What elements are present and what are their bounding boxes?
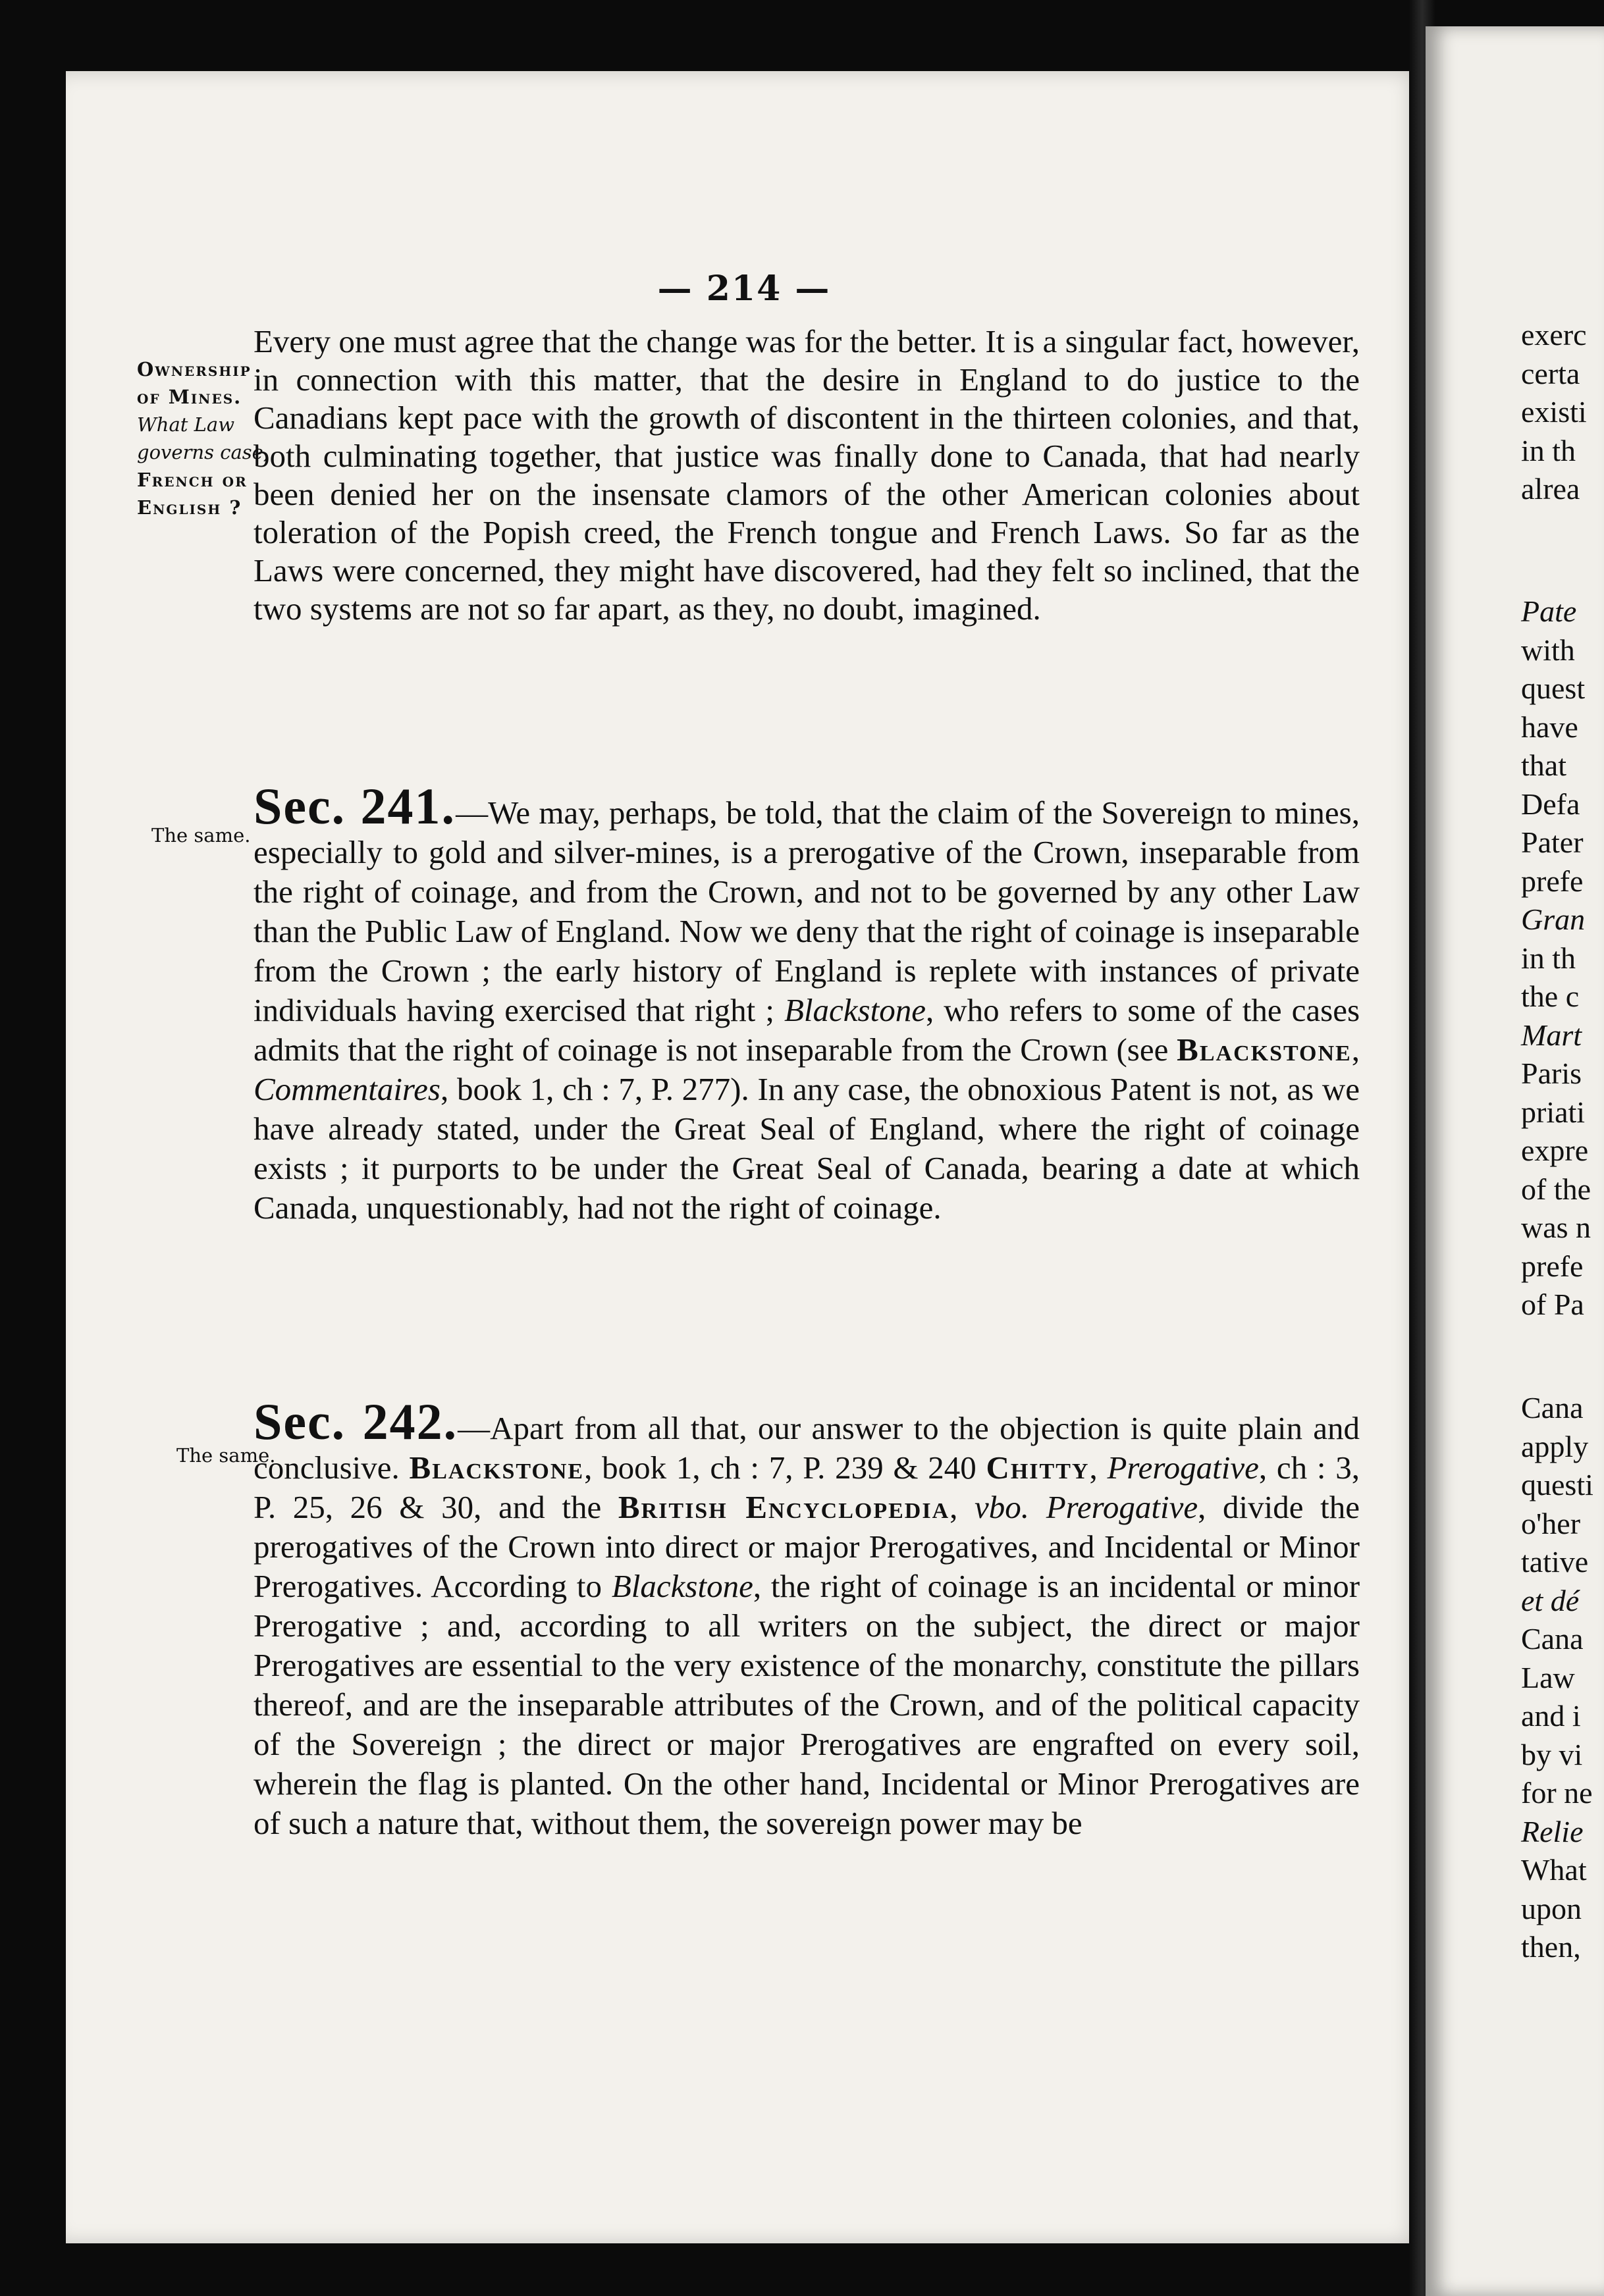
section-242-heading: Sec. 242.	[254, 1393, 458, 1450]
blackstone-italic: Blackstone	[611, 1568, 753, 1604]
right-page-line: What	[1521, 1853, 1587, 1887]
right-page-line: questi	[1521, 1468, 1593, 1501]
right-page-line: Paris	[1521, 1057, 1582, 1090]
sidenote-line: governs case,	[137, 441, 270, 463]
right-page-line: upon	[1521, 1891, 1582, 1925]
blackstone-italic: Blackstone	[784, 992, 926, 1028]
right-page-line: exerc	[1521, 318, 1587, 352]
chitty-smallcaps: Chitty	[986, 1449, 1090, 1486]
sidenote-ownership	[137, 355, 269, 521]
right-page-line: tative	[1521, 1545, 1589, 1578]
right-page-line: in th	[1521, 433, 1576, 467]
sidenote-same-241: The same.	[151, 824, 251, 847]
text-run: ,	[1351, 1031, 1360, 1068]
text-run: , divide the prerogatives of the Crown into direct or major Prerogatives, and Incidental or Minor Prerogatives. According to	[254, 1489, 1360, 1604]
right-page-line: Gran	[1521, 902, 1586, 936]
right-page-line: Pate	[1521, 594, 1577, 628]
right-page-line: of the	[1521, 1172, 1591, 1206]
paragraph-text: Every one must agree that the change was for the better. It is a singular fact, however, in connection with this matter, that the desire in England to do justice to the Canadians kept pace with the growth of discontent in the thirteen colonies, and that, both culminating together, that justice was finally done to Canada, that had nearly been denied her on the insensate clamors of the other American colonies about toleration of the Popish creed, the French tongue and French Laws. So far as the Laws were concerned, they might have discovered, had they felt so inclined, that the two systems are not so far apart, as they, no doubt, imagined.	[254, 323, 1360, 627]
sidenote-line: What Law	[137, 413, 235, 436]
blackstone-smallcaps: Blackstone	[1177, 1031, 1352, 1068]
section-242-text	[254, 1393, 1360, 1843]
right-page-line: Pater	[1521, 825, 1584, 859]
text-run: , ch : 3, P. 25, 26 & 30, and the	[254, 1449, 1360, 1525]
right-page-line: alrea	[1521, 472, 1580, 506]
right-page-line: in th	[1521, 941, 1576, 975]
british-encyclopedia-smallcaps: British Encyclopedia	[618, 1489, 950, 1525]
section-241-text	[254, 777, 1360, 1228]
right-page-line: priati	[1521, 1095, 1586, 1129]
text-run: , who refers to some of the cases admits that the right of coinage is not inseparable from the Crown (see	[254, 992, 1360, 1068]
right-page-line: Cana	[1521, 1391, 1584, 1424]
right-page-line: Law	[1521, 1660, 1575, 1694]
vbo-prerogative-italic: vbo. Prerogative	[975, 1489, 1198, 1525]
text-run: , the right of coinage is an incidental or minor Prerogative ; and, according to all writers on the subject, the direct or major Prerogatives are essential to the very existence of the monarchy, constitute the pillars thereof, and are the inseparable attributes of the Crown, and of the political capacity of the Sovereign ; the direct or major Prerogatives are engrafted on every soil, wherein the flag is planted. On the other hand, Incidental or Minor Prerogatives are of such a nature that, without them, the sovereign power may be	[254, 1568, 1360, 1841]
sidenote-line: Ownership	[137, 358, 252, 380]
right-page-line: o'her	[1521, 1506, 1581, 1540]
right-page-line: for ne	[1521, 1776, 1593, 1810]
right-page-line: quest	[1521, 671, 1586, 705]
sidenote-line: English ?	[137, 496, 242, 519]
text-run: —We may, perhaps, be told, that the claim of the Sovereign to mines, especially to gold and silver-mines, is a prerogative of the Crown, inseparable from the right of coinage, and from the Crown, and not to be governed by any other Law than the Public Law of England. Now we deny that the right of coinage is inseparable from the Crown ; the early history of England is replete with instances of private individuals having exercised that right ;	[254, 795, 1360, 1028]
right-page-line: expre	[1521, 1134, 1589, 1167]
section-241	[254, 777, 1360, 1228]
right-page-line: of Pa	[1521, 1288, 1584, 1321]
page-number: — 214 —	[657, 269, 831, 309]
right-page-line: Defa	[1521, 787, 1580, 821]
sidenote-line: of Mines.	[137, 386, 242, 408]
text-run: , book 1, ch : 7, P. 277). In any case, the obnoxious Patent is not, as we have already stated, under the Great Seal of England, where the right of coinage exists ; it purports to be under the Great Seal of Canada, bearing a date at which Canada, unquestionably, had not the right of coinage.	[254, 1071, 1360, 1226]
right-page-line: apply	[1521, 1429, 1589, 1463]
right-page-line: that	[1521, 748, 1566, 782]
right-page-line: prefe	[1521, 1249, 1584, 1283]
right-page-line: Mart	[1521, 1018, 1582, 1052]
text-run: ,	[1089, 1449, 1108, 1486]
right-page-line: prefe	[1521, 864, 1584, 898]
right-page-line: certa	[1521, 356, 1580, 390]
paragraph-opening	[254, 323, 1360, 628]
sidenote-same-242: The same.	[176, 1444, 276, 1467]
prerogative-italic: Prerogative	[1107, 1449, 1259, 1486]
right-page-line: and i	[1521, 1699, 1581, 1733]
blackstone-smallcaps: Blackstone	[409, 1449, 585, 1486]
section-242	[254, 1393, 1360, 1843]
right-page-line: with	[1521, 633, 1575, 667]
right-page-line: by vi	[1521, 1737, 1583, 1771]
text-run: —Apart from all that, our answer to the objection is quite plain and conclusive.	[254, 1410, 1360, 1486]
right-page-line: et dé	[1521, 1583, 1580, 1617]
sidenote-line: French or	[137, 469, 248, 491]
right-page-line: Relie	[1521, 1814, 1584, 1848]
section-241-heading: Sec. 241.	[254, 777, 456, 835]
text-run: , book 1, ch : 7, P. 239 & 240	[584, 1449, 986, 1486]
right-page-line: then,	[1521, 1930, 1581, 1964]
right-page-line: was n	[1521, 1211, 1591, 1244]
right-page-line: the c	[1521, 979, 1580, 1013]
right-page-line: existi	[1521, 395, 1587, 429]
text-run: ,	[949, 1489, 975, 1525]
right-page-line: Cana	[1521, 1622, 1584, 1656]
commentaires-italic: Commentaires	[254, 1071, 441, 1107]
right-page-line: have	[1521, 710, 1578, 744]
